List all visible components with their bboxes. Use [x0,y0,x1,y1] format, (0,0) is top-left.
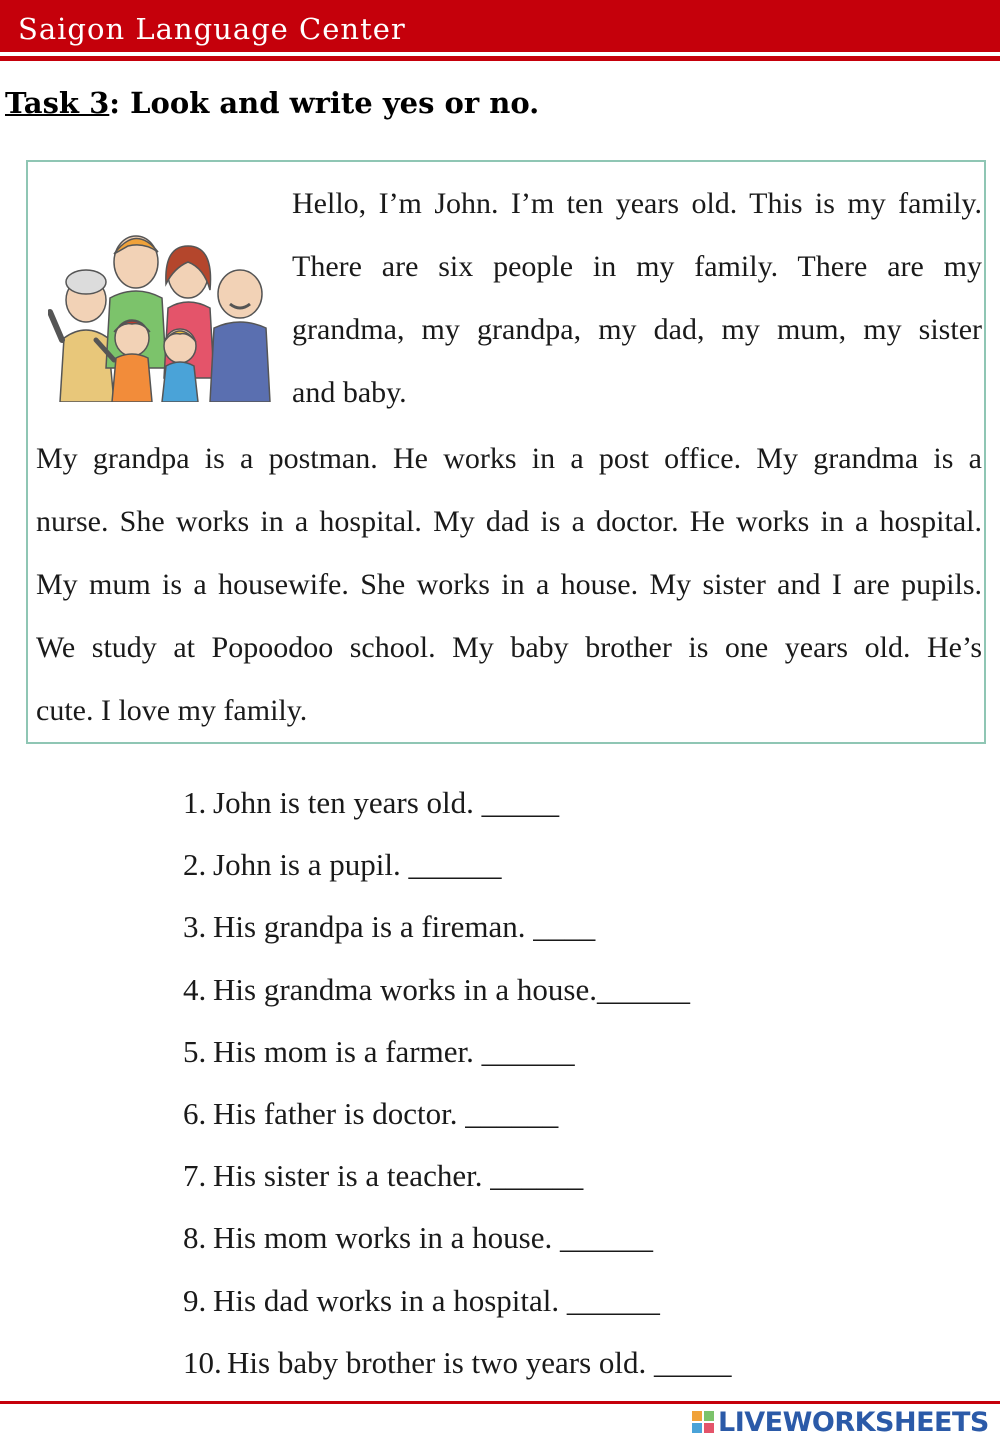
answer-blank[interactable]: _____ [654,1344,732,1380]
question-item [183,959,732,1021]
question-text: His grandpa is a fireman. [213,909,526,945]
answer-blank[interactable]: ______ [566,1282,660,1318]
question-item [183,1207,732,1269]
question-item [183,1332,732,1394]
task-instruction: : Look and write yes or no. [109,86,540,120]
question-list [183,772,732,1394]
question-text: His grandma works in a house. [213,971,597,1007]
passage-intro-line: and baby. [292,376,407,409]
passage-intro-line: Hello, I’m John. I’m ten years old. This is my family. [292,187,982,220]
passage-intro-line: grandma, my grandpa, my dad, my mum, my sister [292,313,982,346]
question-item [183,1083,732,1145]
answer-blank[interactable]: ______ [481,1033,575,1069]
question-number: 1. [183,785,207,820]
logo-grid-icon [692,1411,714,1433]
answer-blank[interactable]: ______ [408,847,502,883]
passage-intro-line: There are six people in my family. There are my [292,250,982,283]
question-item [183,772,732,834]
family-illustration [48,228,274,402]
question-item [183,1145,732,1207]
question-number: 8. [183,1220,207,1256]
question-number: 6. [183,1095,207,1131]
question-number: 5. [183,1033,207,1069]
question-text: His dad works in a hospital. [213,1282,560,1318]
passage-body-line: My grandpa is a postman. He works in a post office. My grandma is a [36,442,982,475]
question-text: His mom is a farmer. [213,1033,474,1069]
task-label: Task 3 [5,86,110,120]
question-text: His sister is a teacher. [213,1158,483,1194]
answer-blank[interactable]: ______ [597,971,690,1007]
question-text: His baby brother is two years old. [227,1344,647,1380]
liveworksheets-logo [692,1406,989,1438]
question-number: 7. [183,1158,207,1194]
answer-blank[interactable]: ______ [465,1095,559,1131]
passage-body-line: cute. I love my family. [36,694,308,727]
question-item [183,834,732,896]
question-item [183,896,732,958]
answer-blank[interactable]: ______ [560,1220,654,1256]
question-text: John is ten years old. [213,785,474,820]
passage-body-line: My mum is a housewife. She works in a house. My sister and I are pupils. [36,568,982,601]
answer-blank[interactable]: ______ [490,1158,584,1194]
passage-intro [292,172,982,424]
question-text: His father is doctor. [213,1095,458,1131]
header-bar [0,0,1000,52]
passage-body [36,427,982,742]
logo-text: LIVEWORKSHEETS [718,1406,989,1438]
header-divider [0,56,1000,61]
question-item [183,1270,732,1332]
passage-body-line: We study at Popoodoo school. My baby brother is one years old. He’s [36,631,982,664]
passage-body-line: nurse. She works in a hospital. My dad is a doctor. He works in a hospital. [36,505,982,538]
reading-passage-box [26,160,986,744]
header-title: Saigon Language Center [18,12,406,46]
question-number: 10. [183,1344,222,1380]
question-number: 4. [183,971,207,1007]
question-text: His mom works in a house. [213,1220,553,1256]
question-text: John is a pupil. [213,847,401,883]
answer-blank[interactable]: _____ [481,785,560,820]
question-number: 9. [183,1282,207,1318]
answer-blank[interactable]: ____ [533,909,596,945]
question-item [183,1021,732,1083]
question-number: 2. [183,847,207,883]
footer-divider [0,1401,1000,1404]
task-heading [5,86,539,120]
question-number: 3. [183,909,207,945]
